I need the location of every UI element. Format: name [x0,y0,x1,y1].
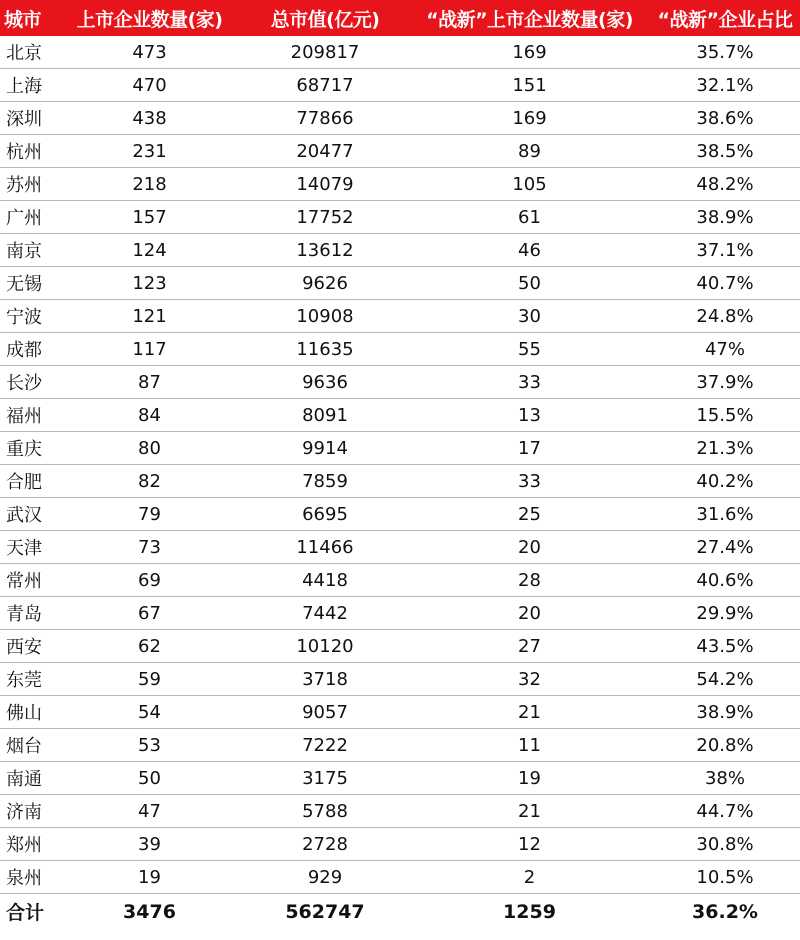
table-row [0,861,800,894]
cell-listed-count: 67 [58,597,241,630]
cell-market-cap: 3175 [241,762,409,795]
cell-sei-listed-count: 33 [409,366,650,399]
cell-sei-listed-count: 13 [409,399,650,432]
table-row [0,399,800,432]
cell-sei-listed-count: 19 [409,762,650,795]
cell-listed-count: 59 [58,663,241,696]
table-row [0,531,800,564]
total-market-cap: 562747 [241,894,409,930]
header-row [0,0,800,36]
cell-market-cap: 3718 [241,663,409,696]
cell-sei-listed-count: 20 [409,597,650,630]
cell-city: 佛山 [0,696,58,729]
cell-sei-share: 30.8% [650,828,800,861]
cell-city: 西安 [0,630,58,663]
cell-sei-listed-count: 17 [409,432,650,465]
cell-sei-share: 43.5% [650,630,800,663]
cell-sei-listed-count: 21 [409,696,650,729]
cell-city: 广州 [0,201,58,234]
cell-market-cap: 9914 [241,432,409,465]
table-row [0,432,800,465]
cell-sei-share: 48.2% [650,168,800,201]
cell-listed-count: 50 [58,762,241,795]
table-row [0,564,800,597]
table-row [0,267,800,300]
header-market-cap: 总市值(亿元) [241,0,409,36]
cell-listed-count: 218 [58,168,241,201]
cell-market-cap: 7222 [241,729,409,762]
cell-sei-share: 38% [650,762,800,795]
cell-listed-count: 438 [58,102,241,135]
cell-sei-share: 37.1% [650,234,800,267]
cell-listed-count: 53 [58,729,241,762]
cell-sei-share: 40.2% [650,465,800,498]
cell-sei-listed-count: 30 [409,300,650,333]
cell-listed-count: 79 [58,498,241,531]
table-row [0,201,800,234]
cell-market-cap: 7442 [241,597,409,630]
cell-city: 深圳 [0,102,58,135]
cell-sei-listed-count: 33 [409,465,650,498]
cell-listed-count: 473 [58,36,241,69]
table-row [0,333,800,366]
cell-city: 青岛 [0,597,58,630]
cell-market-cap: 14079 [241,168,409,201]
cell-city: 福州 [0,399,58,432]
cell-listed-count: 157 [58,201,241,234]
table-row [0,795,800,828]
cell-sei-share: 44.7% [650,795,800,828]
cell-city: 重庆 [0,432,58,465]
cell-listed-count: 54 [58,696,241,729]
cell-sei-share: 54.2% [650,663,800,696]
cell-city: 常州 [0,564,58,597]
total-row [0,894,800,930]
cell-city: 济南 [0,795,58,828]
cell-sei-share: 40.7% [650,267,800,300]
cell-sei-listed-count: 21 [409,795,650,828]
cell-city: 合肥 [0,465,58,498]
header-listed-count: 上市企业数量(家) [58,0,241,36]
cell-city: 苏州 [0,168,58,201]
table-row [0,630,800,663]
cell-sei-listed-count: 27 [409,630,650,663]
cell-city: 武汉 [0,498,58,531]
cell-market-cap: 7859 [241,465,409,498]
cell-market-cap: 929 [241,861,409,894]
cell-listed-count: 123 [58,267,241,300]
table-row [0,69,800,102]
cell-sei-share: 40.6% [650,564,800,597]
cell-sei-listed-count: 12 [409,828,650,861]
cell-sei-share: 37.9% [650,366,800,399]
total-sei-share: 36.2% [650,894,800,930]
table-row [0,729,800,762]
cell-city: 郑州 [0,828,58,861]
cell-listed-count: 470 [58,69,241,102]
cell-listed-count: 121 [58,300,241,333]
cell-sei-listed-count: 151 [409,69,650,102]
cell-listed-count: 47 [58,795,241,828]
cell-sei-share: 20.8% [650,729,800,762]
cell-market-cap: 9626 [241,267,409,300]
cell-sei-share: 47% [650,333,800,366]
cell-listed-count: 39 [58,828,241,861]
cell-sei-listed-count: 55 [409,333,650,366]
cell-listed-count: 124 [58,234,241,267]
cell-listed-count: 69 [58,564,241,597]
cell-listed-count: 80 [58,432,241,465]
table-row [0,102,800,135]
cell-sei-share: 10.5% [650,861,800,894]
cell-city: 无锡 [0,267,58,300]
cell-city: 东莞 [0,663,58,696]
cell-listed-count: 19 [58,861,241,894]
cell-city: 南通 [0,762,58,795]
cell-sei-share: 38.5% [650,135,800,168]
cell-sei-listed-count: 61 [409,201,650,234]
cell-market-cap: 20477 [241,135,409,168]
cell-sei-share: 31.6% [650,498,800,531]
cell-listed-count: 62 [58,630,241,663]
cell-market-cap: 10908 [241,300,409,333]
table-row [0,366,800,399]
table-body [0,36,800,894]
table-row [0,234,800,267]
total-label: 合计 [0,894,58,930]
cell-city: 上海 [0,69,58,102]
cell-sei-listed-count: 50 [409,267,650,300]
table-row [0,465,800,498]
cell-city: 成都 [0,333,58,366]
table-row [0,762,800,795]
cell-listed-count: 73 [58,531,241,564]
cell-sei-share: 24.8% [650,300,800,333]
cell-listed-count: 231 [58,135,241,168]
cell-sei-listed-count: 2 [409,861,650,894]
table-row [0,597,800,630]
cell-sei-listed-count: 32 [409,663,650,696]
cell-listed-count: 87 [58,366,241,399]
cell-city: 北京 [0,36,58,69]
cell-sei-listed-count: 89 [409,135,650,168]
table-row [0,828,800,861]
cell-listed-count: 82 [58,465,241,498]
cell-city: 杭州 [0,135,58,168]
cell-city: 烟台 [0,729,58,762]
header-sei-share: “战新”企业占比 [650,0,800,36]
cell-market-cap: 11466 [241,531,409,564]
table-row [0,300,800,333]
cell-sei-share: 38.6% [650,102,800,135]
cell-sei-listed-count: 28 [409,564,650,597]
cell-sei-share: 38.9% [650,696,800,729]
cell-market-cap: 209817 [241,36,409,69]
cell-city: 泉州 [0,861,58,894]
cell-city: 南京 [0,234,58,267]
cell-city: 长沙 [0,366,58,399]
total-sei-listed-count: 1259 [409,894,650,930]
cell-sei-share: 38.9% [650,201,800,234]
cell-sei-listed-count: 169 [409,102,650,135]
cell-listed-count: 84 [58,399,241,432]
header-city: 城市 [0,0,58,36]
table-row [0,36,800,69]
cell-market-cap: 8091 [241,399,409,432]
cell-sei-share: 15.5% [650,399,800,432]
cell-market-cap: 9057 [241,696,409,729]
table-row [0,168,800,201]
cell-city: 天津 [0,531,58,564]
cell-city: 宁波 [0,300,58,333]
cell-market-cap: 68717 [241,69,409,102]
cell-sei-share: 35.7% [650,36,800,69]
table-row [0,663,800,696]
cell-sei-share: 29.9% [650,597,800,630]
cell-sei-listed-count: 169 [409,36,650,69]
table-row [0,498,800,531]
cell-sei-listed-count: 46 [409,234,650,267]
cell-market-cap: 13612 [241,234,409,267]
cell-sei-share: 21.3% [650,432,800,465]
cell-sei-listed-count: 25 [409,498,650,531]
cell-sei-listed-count: 105 [409,168,650,201]
table-row [0,696,800,729]
cell-market-cap: 77866 [241,102,409,135]
cell-market-cap: 11635 [241,333,409,366]
header-sei-listed-count: “战新”上市企业数量(家) [409,0,650,36]
cell-market-cap: 6695 [241,498,409,531]
cell-sei-share: 32.1% [650,69,800,102]
cell-market-cap: 10120 [241,630,409,663]
total-listed-count: 3476 [58,894,241,930]
cell-sei-listed-count: 11 [409,729,650,762]
cell-market-cap: 9636 [241,366,409,399]
cell-market-cap: 4418 [241,564,409,597]
table-row [0,135,800,168]
cell-market-cap: 2728 [241,828,409,861]
cell-sei-listed-count: 20 [409,531,650,564]
cell-sei-share: 27.4% [650,531,800,564]
cell-market-cap: 5788 [241,795,409,828]
cell-market-cap: 17752 [241,201,409,234]
cell-listed-count: 117 [58,333,241,366]
